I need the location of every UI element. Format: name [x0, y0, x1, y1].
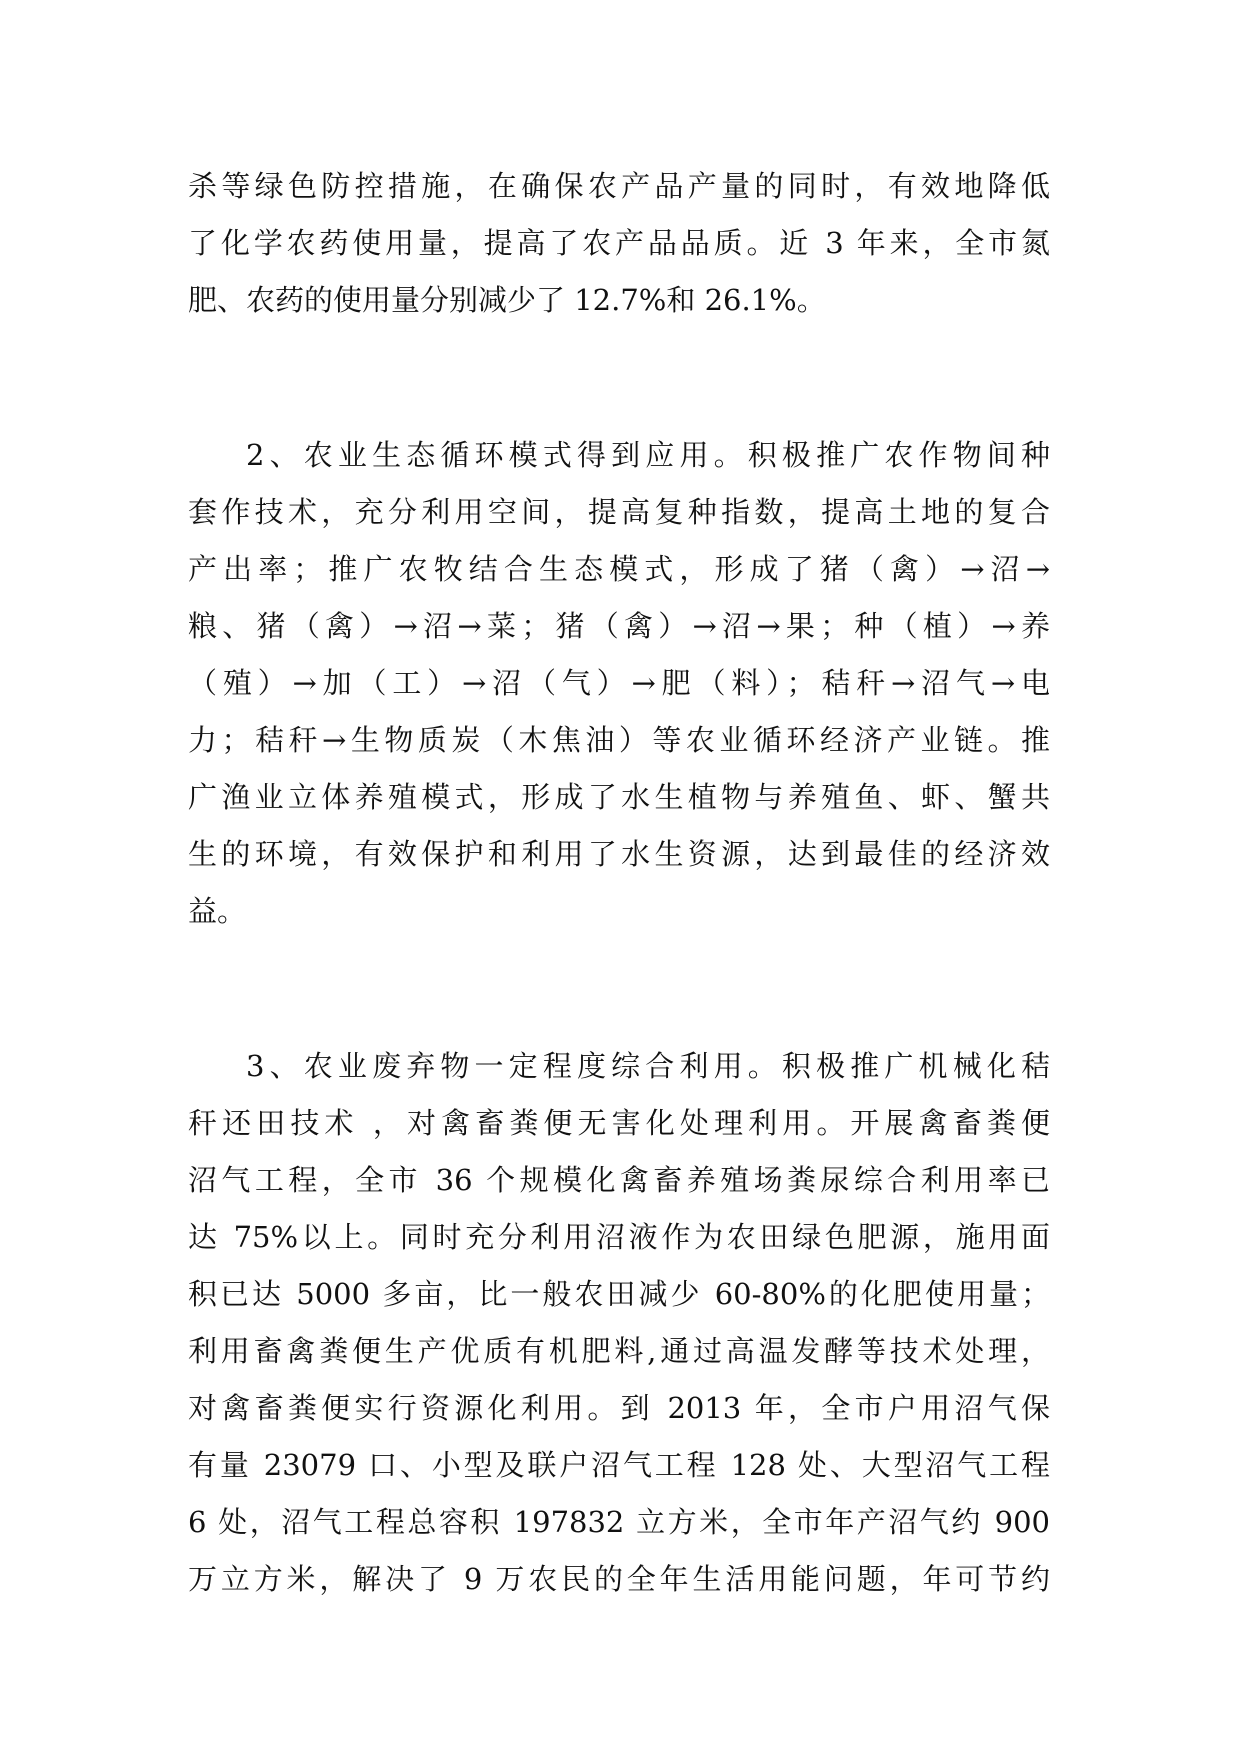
text-line: 达 75%以上。同时充分利用沼液作为农田绿色肥源，施用面	[188, 1220, 1050, 1254]
paragraph-spacer	[188, 940, 1050, 1038]
paragraph-spacer	[188, 329, 1050, 427]
text-line: 生的环境，有效保护和利用了水生资源，达到最佳的经济效	[188, 837, 1050, 871]
text-line: 粮、猪（禽）→沼→菜；猪（禽）→沼→果；种（植）→养	[188, 609, 1050, 643]
text-line: 2、农业生态循环模式得到应用。积极推广农作物间种	[246, 438, 1050, 472]
text-line: 有量 23079 口、小型及联户沼气工程 128 处、大型沼气工程	[188, 1448, 1050, 1482]
text-line: 对禽畜粪便实行资源化利用。到 2013 年，全市户用沼气保	[188, 1391, 1050, 1425]
paragraph-2-eco-cycle	[188, 427, 1050, 940]
text-line: 万立方米，解决了 9 万农民的全年生活用能问题，年可节约	[188, 1562, 1050, 1596]
text-line: 肥、农药的使用量分别减少了 12.7%和 26.1%。	[188, 283, 826, 317]
text-line: 秆还田技术 ，对禽畜粪便无害化处理利用。开展禽畜粪便	[188, 1106, 1050, 1140]
text-line: 产出率；推广农牧结合生态模式，形成了猪（禽）→沼→	[188, 552, 1050, 586]
text-line: 益。	[188, 894, 247, 928]
text-line: 了化学农药使用量，提高了农产品品质。近 3 年来，全市氮	[188, 226, 1050, 260]
paragraph-3-waste-utilization	[188, 1038, 1050, 1608]
text-line: 3、农业废弃物一定程度综合利用。积极推广机械化秸	[246, 1049, 1050, 1083]
document-body	[188, 158, 1050, 1608]
text-line: 积已达 5000 多亩，比一般农田减少 60-80%的化肥使用量；	[188, 1277, 1050, 1311]
text-line: 套作技术，充分利用空间，提高复种指数，提高土地的复合	[188, 495, 1050, 529]
text-line: 6 处，沼气工程总容积 197832 立方米，全市年产沼气约 900	[188, 1505, 1050, 1539]
text-line: 利用畜禽粪便生产优质有机肥料,通过高温发酵等技术处理，	[188, 1334, 1050, 1368]
text-line: 杀等绿色防控措施，在确保农产品产量的同时，有效地降低	[188, 169, 1050, 203]
paragraph-1-continuation	[188, 158, 1050, 329]
text-line: （殖）→加（工）→沼（气）→肥（料）；秸秆→沼气→电	[188, 666, 1050, 700]
text-line: 力；秸秆→生物质炭（木焦油）等农业循环经济产业链。推	[188, 723, 1050, 757]
text-line: 沼气工程，全市 36 个规模化禽畜养殖场粪尿综合利用率已	[188, 1163, 1050, 1197]
text-line: 广渔业立体养殖模式，形成了水生植物与养殖鱼、虾、蟹共	[188, 780, 1050, 814]
